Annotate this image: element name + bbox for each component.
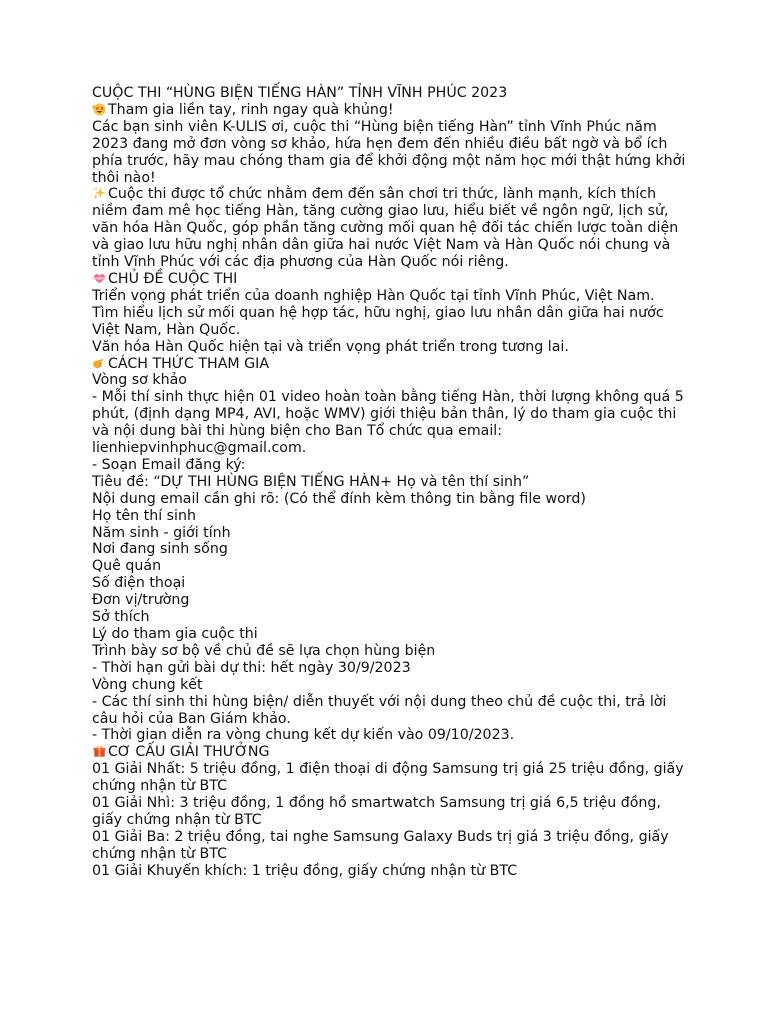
intro-paragraph: Các bạn sinh viên K-ULIS ơi, cuộc thi “Hùng biện tiếng Hàn” tỉnh Vĩnh Phúc năm 2023 đang mở đơn vòng sơ khảo, hứa hẹn đem đến nhiều điều bất ngờ và bổ ích phía trước, hãy mau chóng tham gia để khởi động một năm học mới thật hứng khởi thôi nào! — [92, 118, 686, 186]
final-round-label: Vòng chung kết — [92, 676, 203, 693]
prize-item: 01 Giải Nhất: 5 triệu đồng, 1 điện thoại di động Samsung trị giá 25 triệu đồng, giấy chứng nhận từ BTC — [92, 761, 684, 795]
themes-heading-line — [92, 271, 692, 288]
email-field-item: Đơn vị/trường — [92, 592, 190, 609]
email-field-item: Năm sinh - giới tính — [92, 524, 231, 541]
sparkles-icon — [92, 186, 107, 200]
email-register-label: - Soạn Email đăng ký: — [92, 456, 246, 473]
gift-icon — [92, 744, 107, 758]
themes-heading: CHỦ ĐỀ CUỘC THI — [108, 270, 238, 287]
intro-tagline-line — [92, 102, 692, 119]
email-field-item: Lý do tham gia cuộc thi — [92, 626, 258, 642]
purpose-line — [92, 186, 692, 271]
prize-item: 01 Giải Khuyến khích: 1 triệu đồng, giấy chứng nhận từ BTC — [92, 862, 518, 879]
email-field-item: Họ tên thí sinh — [92, 507, 196, 524]
email-field-item: Số điện thoại — [92, 575, 186, 592]
submission-deadline: - Thời hạn gửi bài dự thi: hết ngày 30/9/2023 — [92, 659, 411, 676]
document-title: CUỘC THI “HÙNG BIỆN TIẾNG HÀN” TỈNH VĨNH PHÚC 2023 — [92, 85, 508, 101]
theme-item: Tìm hiểu lịch sử mối quan hệ hợp tác, hữu nghị, giao lưu nhân dân giữa hai nước Việt Nam, Hàn Quốc. — [92, 304, 664, 338]
email-field-item: Sở thích — [92, 609, 150, 626]
final-round-time: - Thời gian diễn ra vòng chung kết dự kiến vào 09/10/2023. — [92, 727, 515, 744]
email-field-item: Nơi đang sinh sống — [92, 541, 228, 558]
theme-item: Triển vọng phát triển của doanh nghiệp Hàn Quốc tại tỉnh Vĩnh Phúc, Việt Nam. — [92, 287, 655, 304]
prize-item: 01 Giải Nhì: 3 triệu đồng, 1 đồng hồ smartwatch Samsung trị giá 6,5 triệu đồng, giấy chứng nhận từ BTC — [92, 795, 661, 828]
preliminary-round-label: Vòng sơ khảo — [92, 372, 187, 389]
final-round-description: - Các thí sinh thi hùng biện/ diễn thuyết với nội dung theo chủ đề cuộc thi, trả lời câu hỏi của Ban Giám khảo. — [92, 693, 667, 727]
email-field-item: Trình bày sơ bộ về chủ đề sẽ lựa chọn hùng biện — [92, 642, 436, 659]
theme-item: Văn hóa Hàn Quốc hiện tại và triển vọng phát triển trong tương lai. — [92, 338, 569, 355]
star-struck-face-icon — [92, 102, 107, 116]
heart-with-ribbon-icon — [92, 271, 107, 285]
email-content-intro: Nội dung email cần ghi rõ: (Có thể đính kèm thông tin bằng file word) — [92, 490, 586, 507]
purpose-paragraph: Cuộc thi được tổ chức nhằm đem đến sân chơi tri thức, lành mạnh, kích thích niềm đam mê học tiếng Hàn, tăng cường giao lưu, hiểu biết về ngôn ngữ, lịch sử, văn hóa Hàn Quốc, góp phần tăng cường mối quan hệ đối tác chiến lược toàn diện và giao lưu hữu nghị nhân dân giữa hai nước Việt Nam và Hàn Quốc nói chung và tỉnh Vĩnh Phúc với các địa phương của Hàn Quốc nói riêng. — [92, 186, 679, 271]
prizes-heading: CƠ CẤU GIẢI THƯỞNG — [108, 744, 270, 761]
participation-heading-line — [92, 356, 692, 373]
participation-heading: CÁCH THỨC THAM GIA — [108, 355, 270, 372]
prizes-heading-line — [92, 744, 692, 761]
pointing-hand-icon — [92, 356, 107, 370]
email-field-item: Quê quán — [92, 558, 162, 575]
intro-tagline: Tham gia liền tay, rinh ngay quà khủng! — [108, 101, 394, 118]
preliminary-instruction: - Mỗi thí sinh thực hiện 01 video hoàn toàn bằng tiếng Hàn, thời lượng không quá 5 phút, (định dạng MP4, AVI, hoặc WMV) giới thiệu bản thân, lý do tham gia cuộc thi và nội dung bài thi hùng biện cho Ban Tổ chức qua email: lienhiepvinhphuc@gmail.com. — [92, 389, 684, 457]
prize-item: 01 Giải Ba: 2 triệu đồng, tai nghe Samsung Galaxy Buds trị giá 3 triệu đồng, giấy chứng nhận từ BTC — [92, 828, 669, 862]
email-subject: Tiêu đề: “DỰ THI HÙNG BIỆN TIẾNG HÀN+ Họ và tên thí sinh” — [92, 473, 530, 490]
document-page — [92, 85, 692, 880]
